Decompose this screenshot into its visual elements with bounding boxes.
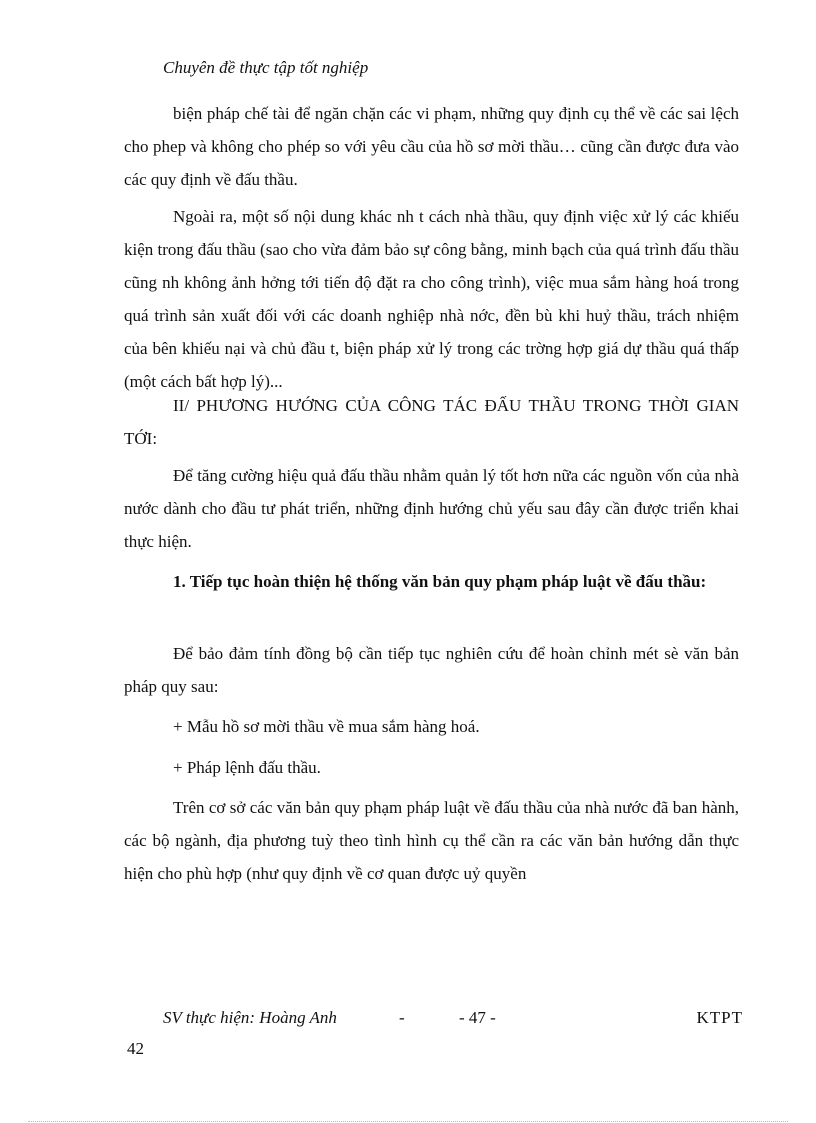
body-bullet1 <box>124 710 739 743</box>
body-p2 <box>124 200 739 398</box>
paragraph-legal-basis: Trên cơ sở các văn bản quy phạm pháp luật về đấu thầu của nhà nước đã ban hành, các bộ ngành, địa phương tuỳ theo tình hình cụ thể cần ra các văn bản hướng dẫn thực hiện cho phù hợp (như quy định về cơ quan được uỷ quyền <box>124 798 739 883</box>
body-p5 <box>124 791 739 890</box>
section-heading: II/ PHƯƠNG HƯỚNG CỦA CÔNG TÁC ĐẤU THẦU TRONG THỜI GIAN TỚI: <box>124 396 739 448</box>
bullet-item: + Mẫu hồ sơ mời thầu về mua sắm hàng hoá. <box>173 717 480 736</box>
body-p1 <box>124 97 739 196</box>
body-p3 <box>124 459 739 558</box>
paragraph-sync: Để bảo đảm tính đồng bộ cần tiếp tục nghiên cứu để hoàn chỉnh mét sè văn bản pháp quy sau: <box>124 644 739 696</box>
body-bullet2 <box>124 751 739 784</box>
footer-student: SV thực hiện: Hoàng Anh <box>163 1008 337 1027</box>
page-bottom-divider <box>28 1121 788 1122</box>
sub-heading: 1. Tiếp tục hoàn thiện hệ thống văn bản quy phạm pháp luật về đấu thầu: <box>173 572 707 591</box>
paragraph-other-content: Ngoài ra, một số nội dung khác nh t cách nhà thầu, quy định việc xử lý các khiếu kiện trong đấu thầu (sao cho vừa đảm bảo sự công bằng, minh bạch của quá trình đấu thầu cũng nh không ảnh hởng tới tiến độ đặt ra cho công trình), việc mua sắm hàng hoá trong quá trình sản xuất đối với các doanh nghiệp nhà nớc, đền bù khi huỷ thầu, trách nhiệm của bên khiếu nại và chủ đầu t, biện pháp xử lý trong các trờng hợp giá dự thầu quá thấp (một cách bất hợp lý)... <box>124 207 739 391</box>
body-p4 <box>124 637 739 703</box>
footer-page-number: - 47 - <box>459 1008 496 1027</box>
footer-department: KTPT <box>696 1008 743 1027</box>
footer-dash: - <box>399 1008 405 1027</box>
footer-number-below: 42 <box>127 1039 144 1058</box>
body-sub-heading <box>124 565 739 598</box>
bullet-item: + Pháp lệnh đấu thầu. <box>173 758 321 777</box>
body-section-heading <box>124 389 739 455</box>
page-header-title: Chuyên đề thực tập tốt nghiệp <box>163 58 369 77</box>
paragraph-orientation: Để tăng cường hiệu quả đấu thầu nhằm quản lý tốt hơn nữa các nguồn vốn của nhà nước dành cho đầu tư phát triển, những định hướng chủ yếu sau đây cần được triển khai thực hiện. <box>124 466 739 551</box>
page-footer <box>163 1008 743 1030</box>
paragraph-continuation: biện pháp chế tài để ngăn chặn các vi phạm, những quy định cụ thể về các sai lệch cho phep và không cho phép so với yêu cầu của hồ sơ mời thầu… cũng cần được đưa vào các quy định về đấu thầu. <box>124 104 739 189</box>
